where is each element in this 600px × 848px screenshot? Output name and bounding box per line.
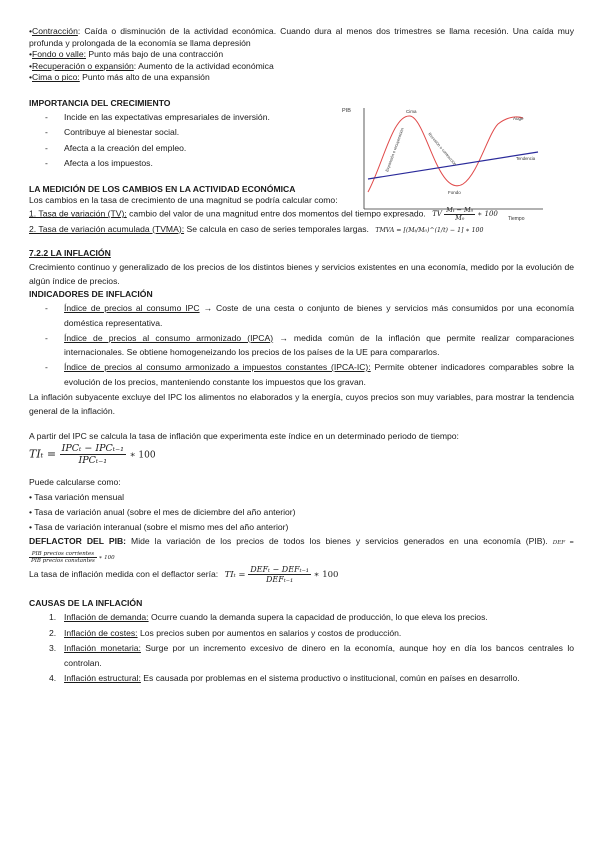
inflacion-heading: 7.2.2 LA INFLACIÓN <box>29 248 111 259</box>
tv-formula: TV $\frac{\text{Mₜ − M₀}}{\text{M₀}}$ ∗ 100 <box>432 205 498 222</box>
business-cycle-diagram <box>338 104 548 224</box>
label-expansion: Expansión o recuperación <box>384 127 405 173</box>
tvma-line: 2. Tasa de variación acumulada (TVMA): Se calcula en caso de series temporales largas. TMVA = [(Mₜ/M₀)^(1/t) − 1] ∗ 100 <box>29 223 484 234</box>
label-tendencia: Tendencia <box>516 156 536 161</box>
label-cima: Cima <box>406 109 417 114</box>
label-fondo: Fondo <box>448 190 461 195</box>
list-item: 2. Inflación de costes: Los precios suben por aumentos en salarios y costos de producción. <box>49 627 402 638</box>
indicadores-list <box>29 301 574 390</box>
list-item: 3. Inflación monetaria: Surge por un incremento excesivo de dinero en la economía, aunque hoy en día los bancos centrales lo controlan. <box>49 642 575 668</box>
def-formula: DEF = $\frac{\text{PIB precios corrientes}}{\text{PIB precios constantes}}$ ∗ 100 <box>31 540 574 565</box>
ti-formula: TIₜ = $\frac{\text{IPCₜ − IPCₜ₋₁}}{\text{IPCₜ₋₁}}$ ∗ 100 <box>29 443 156 467</box>
list-item: - Incide en las expectativas empresariales de inversión. <box>29 110 574 126</box>
term-cima: Cima o pico: <box>32 72 80 83</box>
list-item: 4. Inflación estructural: Es causada por problemas en el sistema productivo o institucional, común en países en desarrollo. <box>49 673 520 684</box>
deflactor-text: DEFLACTOR DEL PIB: Mide la variación de los precios de todos los bienes y servicios generados en una economía (PIB). DEF = $\frac{\text{PIB precios corrientes}}{\text{PIB precios constantes}}$ ∗ 100 <box>29 536 574 565</box>
medicion-heading: LA MEDICIÓN DE LOS CAMBIOS EN LA ACTIVIDAD ECONÓMICA <box>29 183 296 194</box>
term-recuperacion: Recuperación o expansión <box>32 60 134 71</box>
def-cima: •Cima o pico: Punto más alto de una expansión <box>29 72 210 83</box>
subyacente-text: La inflación subyacente excluye del IPC los alimentos no elaborados y la energía, cuyos precios son muy variables, para mostrar la tendencia general de la inflación. <box>29 391 574 416</box>
inflacion-intro: Crecimiento continuo y generalizado de los precios de los distintos bienes y servicios existentes en una economía, medido por la evolución de algún índice de precios. <box>29 261 574 286</box>
def-contraccion: •Contracción: Caída o disminución de la actividad económica. Cuando dura al menos dos trimestres se llama recesión. Una caída muy profunda y prolongada de la economía se llama depresión <box>29 26 574 48</box>
label-auge: Auge <box>513 116 524 121</box>
apartir-text: A partir del IPC se calcula la tasa de inflación que experimenta este índice en un determinado periodo de tiempo: <box>29 430 459 441</box>
tasa-item: • Tasa de variación interanual (sobre el mismo mes del año anterior) <box>29 522 289 533</box>
def-recuperacion: •Recuperación o expansión: Aumento de la actividad económica <box>29 60 274 71</box>
list-item: 1. Inflación de demanda: Ocurre cuando la demanda supera la capacidad de producción, lo que eleva los precios. <box>49 612 488 623</box>
td-formula: TIₜ = $\frac{\text{DEFₜ − DEFₜ₋₁}}{\text{DEFₜ₋₁}}$ ∗ 100 <box>224 565 339 585</box>
indicadores-heading: INDICADORES DE INFLACIÓN <box>29 288 153 299</box>
tasa-item: • Tasa de variación anual (sobre el mes de diciembre del año anterior) <box>29 507 296 518</box>
list-item: - Afecta a los impuestos. <box>29 156 574 172</box>
list-item: - Contribuye al bienestar social. <box>29 125 574 141</box>
def-fondo: •Fondo o valle: Punto más bajo de una contracción <box>29 49 224 60</box>
causas-list <box>29 610 574 686</box>
list-item: - Afecta a la creación del empleo. <box>29 141 574 157</box>
list-item: - Índice de precios al consumo armonizado (IPCA) → medida común de la inflación que permite realizar comparaciones internacionales. Se obtiene homogeneizando los precios de los países de la UE para compararlos. <box>29 331 574 361</box>
y-axis-label: PIB <box>342 108 351 114</box>
label-recesion: Recesión o contracción <box>427 131 458 167</box>
tv-line: 1. Tasa de variación (TV): cambio del valor de una magnitud entre dos momentos del tiempo expresado. TV $\frac{\text{Mₜ − M₀}}{\text{M₀}}$ ∗ 100 <box>29 205 498 222</box>
x-axis-label: Tiempo <box>508 216 525 222</box>
list-item: - Índice de precios al consumo IPC → Coste de una cesta o conjunto de bienes y servicios más consumidos por una economía doméstica representativa. <box>29 301 574 331</box>
list-item: - Índice de precios al consumo armonizado a impuestos constantes (IPCA-IC): Permite obtener indicadores comparables sobre la evolución de los precios, manteniendo constante los impuestos que los gravan. <box>29 360 574 390</box>
causas-heading: CAUSAS DE LA INFLACIÓN <box>29 598 143 609</box>
tvma-formula: TMVA = [(Mₜ/M₀)^(1/t) − 1] ∗ 100 <box>375 226 484 234</box>
term-fondo: Fondo o valle: <box>32 49 86 60</box>
tasa-deflactor-line: La tasa de inflación medida con el deflactor sería: TIₜ = $\frac{\text{DEFₜ − DEFₜ₋₁}}{\text{DEFₜ₋₁}}$ ∗ 100 <box>29 565 339 585</box>
medicion-intro: Los cambios en la tasa de crecimiento de una magnitud se podría calcular como: <box>29 195 338 206</box>
term-contraccion: Contracción <box>32 26 78 36</box>
importancia-heading: IMPORTANCIA DEL CRECIMIENTO <box>29 97 171 108</box>
puede-text: Puede calcularse como: <box>29 477 121 488</box>
tasa-item: • Tasa variación mensual <box>29 492 125 503</box>
